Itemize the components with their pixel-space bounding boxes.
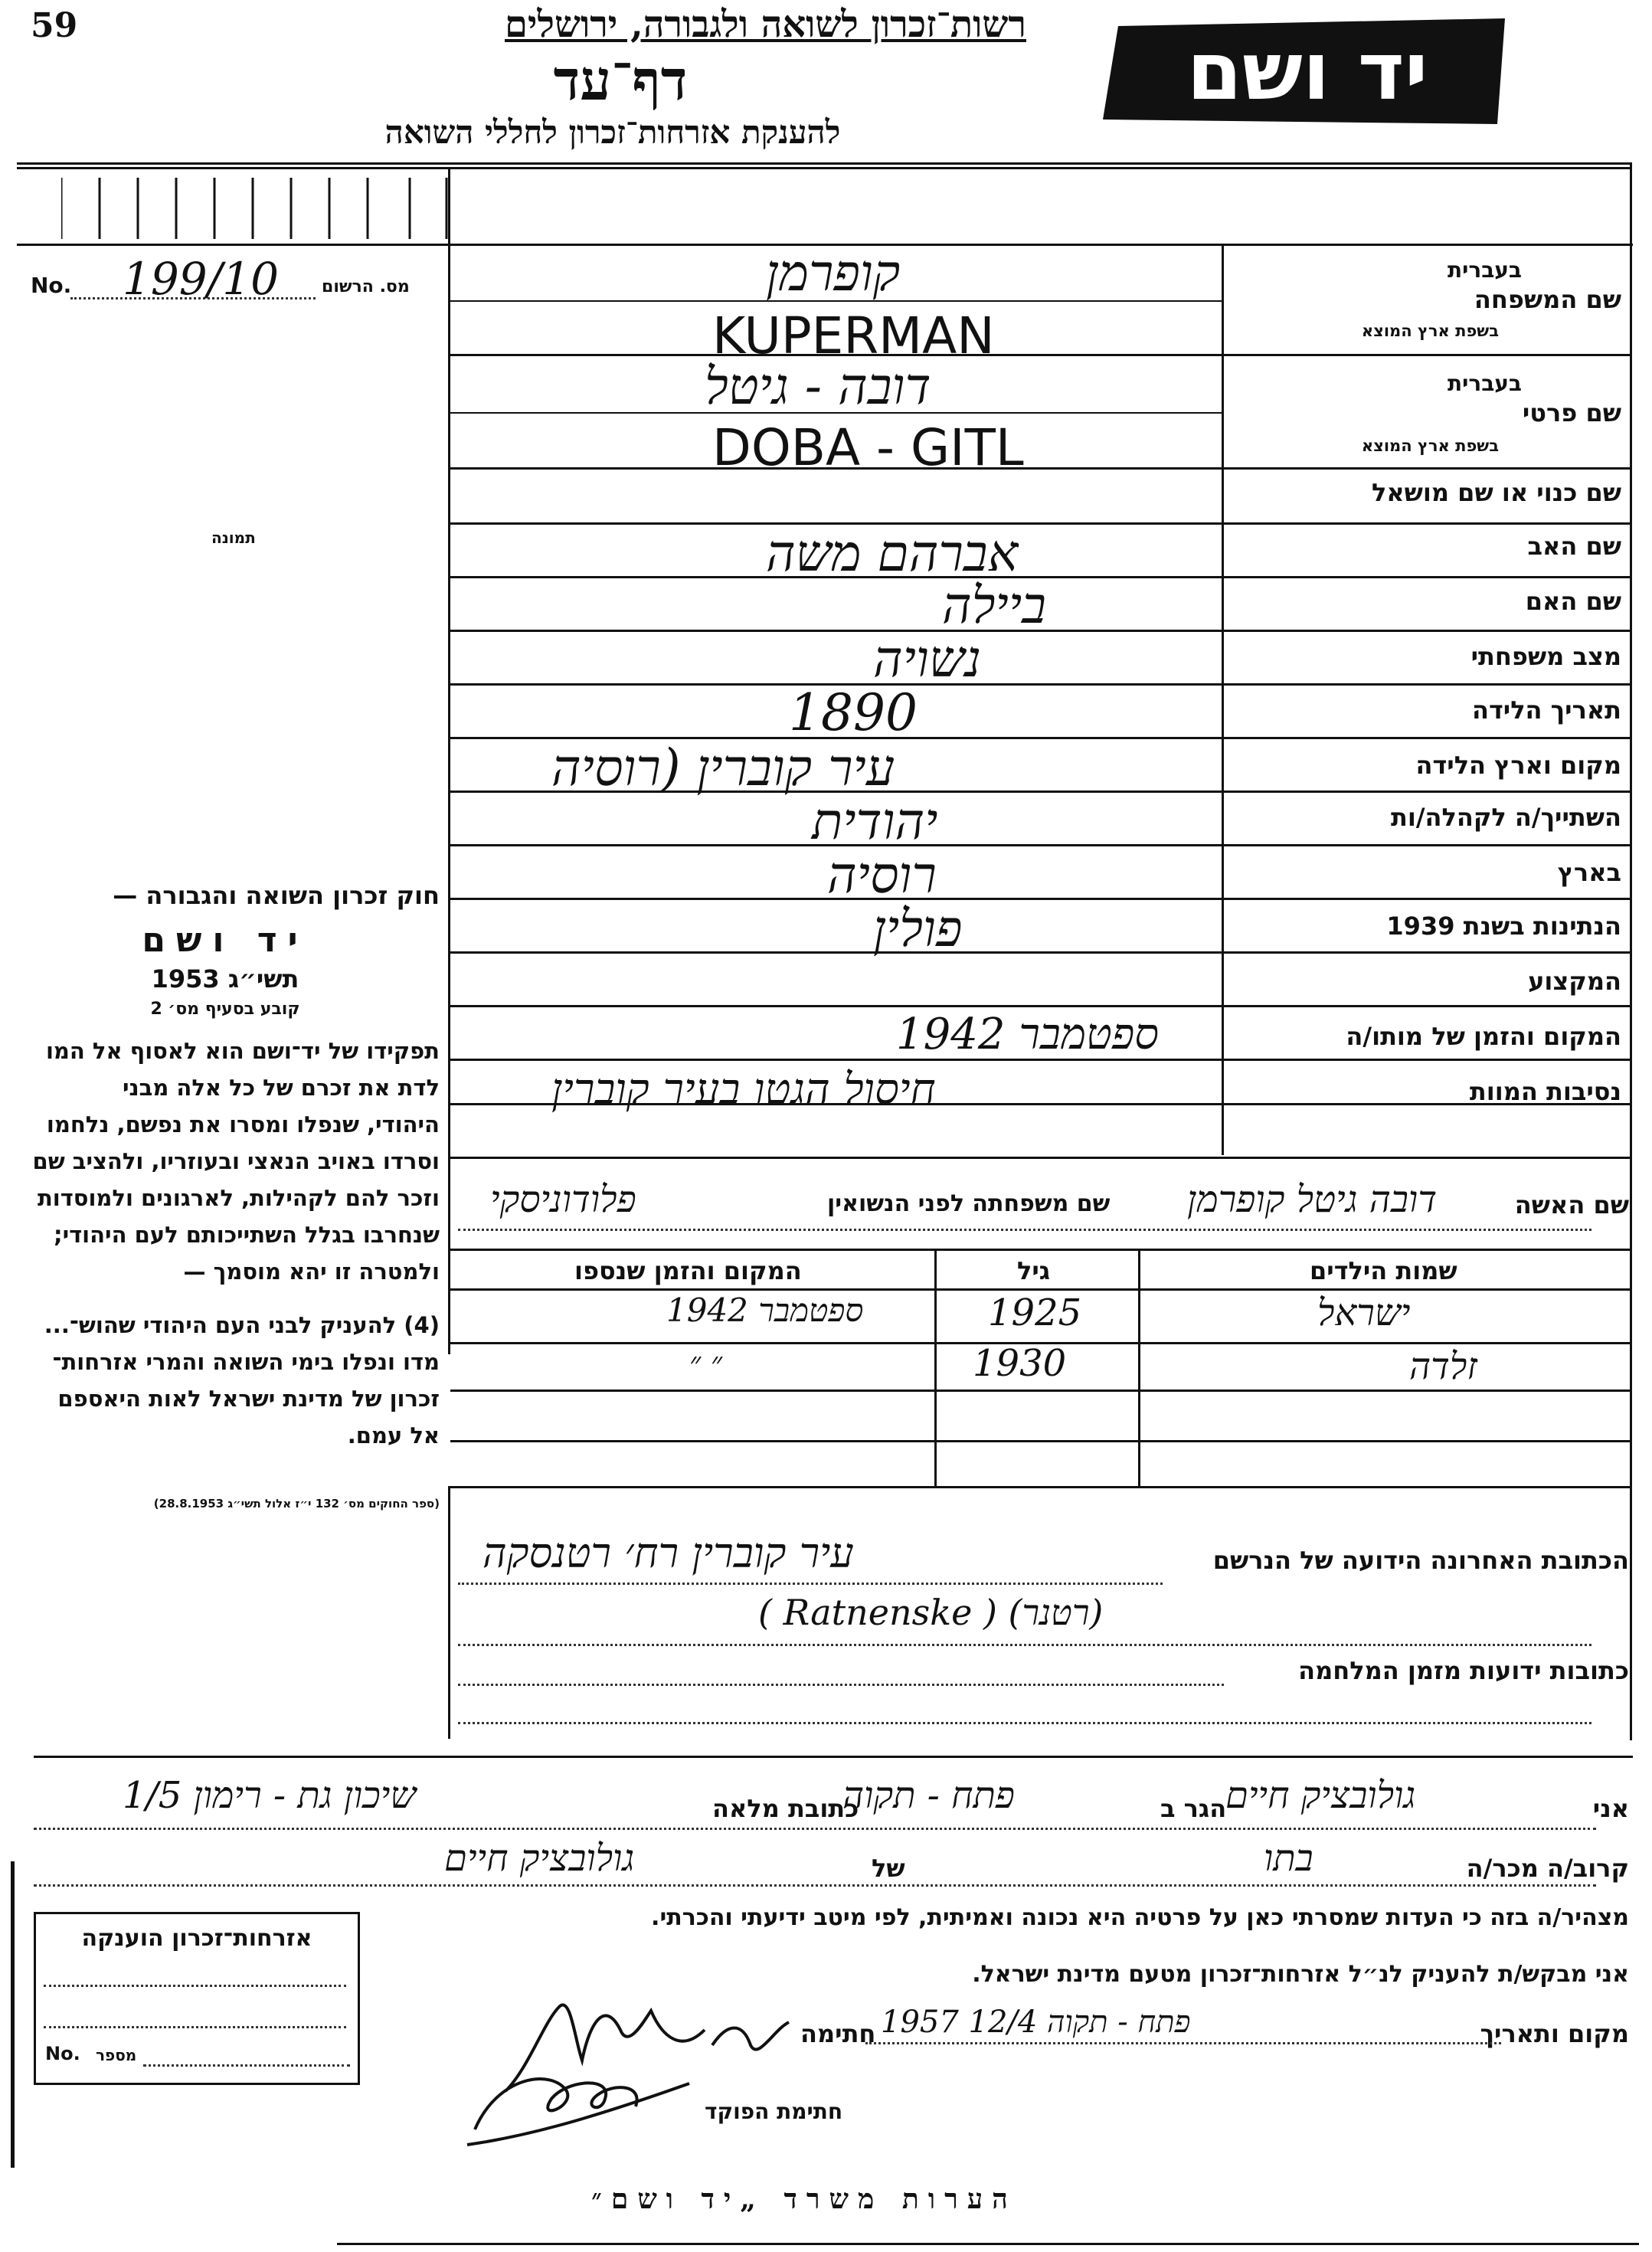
law-box [11,881,440,1511]
photo-label: תמונה [211,529,256,547]
declarant-i-label: אני [1592,1794,1629,1823]
profession-label: המקצוע [1528,967,1621,996]
declarant-name: גולובציק חיים [1225,1774,1416,1817]
law-line: לדת את זכרם של כל אלה מבני [122,1075,440,1101]
last-address-line2: ( Ratnenske ) (רטנר) [758,1592,1104,1633]
father-label: שם האב [1527,532,1621,561]
law-line: היהודי, שנפלו ומסרו את נפשם, נלחמו [46,1111,440,1137]
country-label: בארץ [1557,858,1621,887]
mother-label: שם האם [1525,587,1621,616]
law-line: זכרון של מדינת ישראל לאות היאספם [57,1386,440,1412]
law-line: (4) להעניק לבני העם היהודי שהוש־... [44,1312,440,1338]
child-age: 1930 [973,1342,1067,1385]
law-line: וזכר להם לקהילות, לארגונים ולמוסדות [37,1185,440,1211]
registration-label: מס. הרשום [322,277,410,296]
relative-of-label: של [872,1854,905,1883]
citizenship-box-title: אזרחות־זכרון הוענקה [81,1925,312,1952]
signature-label: חתימה [800,2019,876,2048]
child-name: זלדה [1409,1345,1477,1388]
first-name-label: שם פרטי [1522,398,1621,427]
last-address-line1: עיר קוברין רח׳ רטנסקה [483,1529,854,1577]
citizenship-award-box [34,1912,360,2085]
declarant-address: שיכון גת - רימון 1/5 [123,1774,417,1817]
registration-no-label: No. [31,273,72,298]
footer-remarks: הערות משרד „יד ושם״ [591,2183,1017,2215]
law-clause: קובע בסעיף מס׳ 2 [150,1000,300,1019]
official-signature [460,2053,705,2152]
law-line: שנחרבו בגלל השתייכותם לעם היהודי; [53,1222,440,1248]
community-value: יהודית [812,792,938,851]
community-label: השתייך/ה לקהלה/ות [1390,803,1621,832]
logo-text: יד ושם [1186,25,1428,118]
spouse-label: שם האשה [1514,1190,1629,1219]
authority-name: רשות־זכרון לשואה ולגבורה, ירושלים [504,3,1026,46]
spouse-value: דובה גיטל קופרמן [1187,1178,1438,1221]
marital-value: נשויה [873,630,982,689]
yad-vashem-logo [1103,18,1513,126]
law-name: יד ושם [142,921,309,960]
child-place-time: ספטמבר 1942 [666,1291,864,1329]
law-title: חוק זכרון השואה והגבורה — [113,881,440,910]
relative-relation: בתו [1264,1837,1313,1880]
surname-hebrew-label: בעברית [1447,257,1522,283]
citizenship-box-no: No. [45,2043,80,2064]
country-value: רוסיה [827,846,937,905]
relative-label: קרוב/ה מכר/ה [1466,1854,1629,1883]
nickname-label: שם כנוי או שם מושאל [1371,478,1621,507]
relative-of-name: גולובציק חיים [444,1837,635,1880]
law-line: אל עמם. [347,1422,440,1448]
death-place-time-label: המקום והזמן של מותו/ה [1346,1022,1621,1051]
children-header-place: המקום והזמן שנספו [574,1256,802,1285]
request-text: אני מבקש/ת להעניק לנ״ל אזרחות־זכרון מטעם מדינת ישראל. [972,1961,1629,1988]
official-signature-label: חתימת הפוקד [705,2099,843,2124]
mother-value: ביילה [942,576,1046,635]
surname-native-label: בשפת ארץ המוצא [1361,322,1499,340]
first-name-native-label: בשפת ארץ המוצא [1361,437,1499,455]
declarant-resides-label: הגר ב [1160,1794,1227,1823]
declarant-address-label: כתובת מלאה [712,1794,859,1823]
first-name-hebrew-label: בעברית [1447,371,1522,396]
birth-place-label: מקום וארץ הלידה [1415,751,1621,780]
child-place-time: ״ ״ [689,1346,723,1381]
birth-date-label: תאריך הלידה [1471,696,1621,725]
law-line: מדו ונפלו בימי השואה והמרי אזרחות־ [52,1349,440,1375]
place-date-value: פתח - תקוה 12/4 1957 [881,2005,1191,2040]
law-year: תשי״ג 1953 [151,964,299,993]
death-circumstances-label: נסיבות המוות [1469,1077,1621,1106]
spouse-maiden-value: פלודוניסקי [490,1178,636,1221]
first-name-native: DOBA - GITL [712,418,1024,477]
surname-label: שם המשפחה [1474,285,1621,314]
law-citation: (ספר החוקים מס׳ 132 י״ז אלול תשי״ג 28.8.1953) [153,1497,440,1511]
death-place-time-value: ספטמבר 1942 [896,1010,1160,1059]
law-line: וסרדו באויב הנאצי ובעוזריו, ולהציב שם [32,1148,440,1174]
citizenship-value: פולין [873,899,963,958]
citizenship-box-number-label: מספר [96,2046,137,2064]
surname-hebrew: קופרמן [766,244,901,303]
children-header-age: גיל [1017,1256,1051,1285]
spouse-maiden-label: שם משפחתה לפני הנשואין [827,1190,1111,1217]
form-title: דף־עד [553,47,688,113]
marital-label: מצב משפחתי [1470,642,1621,671]
declaration-text: מצהיר/ה בזה כי העדות שמסרתי כאן על פרטיה היא נכונה ואמיתית, לפי מיטב ידיעתי והכרתי. [651,1904,1629,1931]
law-line: תפקידו של יד־ושם הוא לאסוף אל המו [45,1038,440,1064]
child-name: ישראל [1317,1291,1411,1334]
office-checkboxes [61,178,448,239]
law-line: ולמטרה זו יהא מוסמך — [183,1259,440,1285]
form-subtitle: להענקת אזרחות־זכרון לחללי השואה [384,113,841,151]
father-value: אברהם משה [766,524,1019,583]
last-address-label: הכתובת האחרונה הידועה של הנרשם [1212,1546,1629,1575]
death-circumstances-value: חיסול הגטו בעיר קוברין [551,1065,936,1115]
birth-place-value: עיר קוברין (רוסיה [551,738,895,797]
wartime-addresses-label: כתובות ידועות מזמן המלחמה [1298,1656,1629,1685]
place-date-label: מקום ותאריך [1480,2019,1629,2048]
children-header-name: שמות הילדים [1310,1256,1457,1285]
birth-date-value: 1890 [789,683,918,742]
citizenship-label: הנתינות בשנת 1939 [1386,912,1621,941]
surname-native: KUPERMAN [712,306,995,365]
page-number: 59 [31,6,78,45]
first-name-hebrew: דובה - גיטל [705,357,931,416]
declarant-city: פתח - תקוה [842,1774,1015,1817]
child-age: 1925 [988,1291,1082,1334]
registration-number: 199/10 [123,253,280,305]
